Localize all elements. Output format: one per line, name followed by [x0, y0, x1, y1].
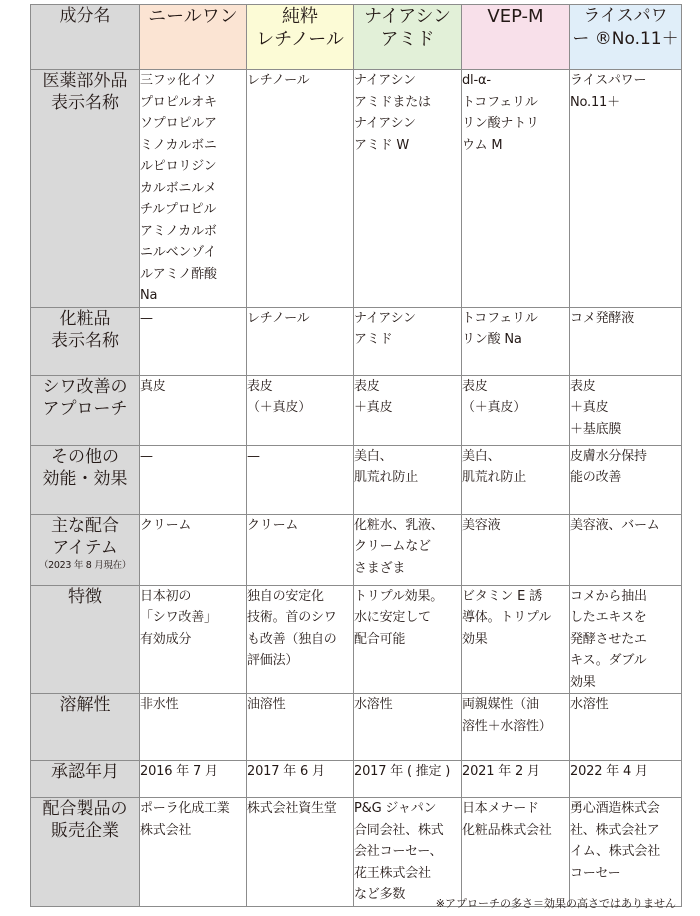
table-cell: トコフェリル リン酸 Na — [462, 307, 570, 375]
table-cell: 表皮 （＋真皮） — [247, 375, 354, 445]
column-header-vep-m: VEP-M — [462, 5, 570, 70]
table-cell: ナイアシン アミドまたは ナイアシン アミド W — [354, 70, 462, 308]
table-row — [31, 798, 682, 907]
table-cell: 日本メナード 化粧品株式会社 — [462, 798, 570, 907]
table-cell: 表皮 ＋真皮 ＋基底膜 — [570, 375, 682, 445]
table-cell: 2021 年 2 月 — [462, 761, 570, 798]
row-header-wrinkle-approach — [31, 375, 140, 445]
table-row — [31, 445, 682, 514]
table-cell: クリーム — [247, 514, 354, 585]
row-header-sales-companies — [31, 798, 140, 907]
row-header-label: 主な配合 アイテム — [51, 515, 119, 558]
table-cell: 勇心酒造株式会 社、株式会社ア イム、株式会社 コーセー — [570, 798, 682, 907]
column-header-retinol: 純粋 レチノール — [247, 5, 354, 70]
footnote: ※アプローチの多さ＝効果の高さではありません — [435, 897, 676, 910]
table-cell: ナイアシン アミド — [354, 307, 462, 375]
row-header-note: （2023 年 8 月現在） — [38, 559, 132, 571]
table-cell: 2017 年 ( 推定 ) — [354, 761, 462, 798]
column-header-neal-one: ニールワン — [140, 5, 247, 70]
row-header-label: 医薬部外品 表示名称 — [42, 71, 128, 113]
table-cell: 日本初の 「シワ改善」 有効成分 — [140, 585, 247, 694]
table-cell: 真皮 — [140, 375, 247, 445]
table-cell: 表皮 （＋真皮） — [462, 375, 570, 445]
table-cell: 三フッ化イソ プロピルオキ ソプロピルア ミノカルボニ ルピロリジン カルボニルメ チルプロピル アミノカルボ ニルベンゾイ ルアミノ酢酸 Na — [140, 70, 247, 308]
table-cell: 2016 年 7 月 — [140, 761, 247, 798]
table-cell: 両親媒性（油 溶性＋水溶性） — [462, 694, 570, 761]
table-cell: コメ発酵液 — [570, 307, 682, 375]
table-cell: 表皮 ＋真皮 — [354, 375, 462, 445]
table-cell: トリプル効果。 水に安定して 配合可能 — [354, 585, 462, 694]
table-cell: 美白、 肌荒れ防止 — [462, 445, 570, 514]
table-cell: dl-α- トコフェリル リン酸ナトリ ウム M — [462, 70, 570, 308]
table-cell: ライスパワー No.11＋ — [570, 70, 682, 308]
row-header-main-items — [31, 514, 140, 585]
row-header-cosmetic-name — [31, 307, 140, 375]
table-cell: ポーラ化成工業 株式会社 — [140, 798, 247, 907]
row-header-label: 化粧品 表示名称 — [51, 308, 119, 351]
column-header-niacinamide: ナイアシン アミド — [354, 5, 462, 70]
column-header-rice-power: ライスパワ ー ®No.11＋ — [570, 5, 682, 70]
table-cell: — — [140, 307, 247, 375]
row-header-label: 承認年月 — [51, 762, 119, 782]
row-header-label: 溶解性 — [59, 695, 111, 715]
table-cell: — — [247, 445, 354, 514]
row-header-label: 配合製品の 販売企業 — [42, 799, 128, 841]
table-cell: 美容液、バーム — [570, 514, 682, 585]
table-cell: 皮膚水分保持 能の改善 — [570, 445, 682, 514]
table-row — [31, 375, 682, 445]
corner-label: 成分名 — [31, 5, 140, 70]
table-cell: 株式会社資生堂 — [247, 798, 354, 907]
table-cell: ビタミン E 誘 導体。トリプル 効果 — [462, 585, 570, 694]
table-cell: レチノール — [247, 70, 354, 308]
table-cell: コメから抽出 したエキスを 発酵させたエ キス。ダブル 効果 — [570, 585, 682, 694]
row-header-quasi-drug-name — [31, 70, 140, 308]
table-cell: 水溶性 — [570, 694, 682, 761]
header-row — [31, 5, 682, 70]
table-cell: — — [140, 445, 247, 514]
table-cell: レチノール — [247, 307, 354, 375]
table-cell: 美白、 肌荒れ防止 — [354, 445, 462, 514]
table-row — [31, 585, 682, 694]
table-row — [31, 761, 682, 798]
table-row — [31, 514, 682, 585]
row-header-solubility — [31, 694, 140, 761]
comparison-table — [30, 4, 682, 907]
table-cell: 油溶性 — [247, 694, 354, 761]
table-cell: クリーム — [140, 514, 247, 585]
table-row — [31, 307, 682, 375]
table-cell: 非水性 — [140, 694, 247, 761]
row-header-label: その他の 効能・効果 — [42, 446, 128, 489]
table-cell: 独自の安定化 技術。首のシワ も改善（独自の 評価法） — [247, 585, 354, 694]
row-header-label: シワ改善の アプローチ — [42, 376, 128, 419]
row-header-features — [31, 585, 140, 694]
row-header-label: 特徴 — [68, 586, 102, 607]
table-cell: 2017 年 6 月 — [247, 761, 354, 798]
table-row — [31, 694, 682, 761]
row-header-other-effects — [31, 445, 140, 514]
table-cell: P&G ジャパン 合同会社、株式 会社コーセー、 花王株式会社 など多数 — [354, 798, 462, 907]
table-row — [31, 70, 682, 308]
table-cell: 美容液 — [462, 514, 570, 585]
row-header-approval-date — [31, 761, 140, 798]
table-cell: 水溶性 — [354, 694, 462, 761]
table-cell: 化粧水、乳液、 クリームなど さまざま — [354, 514, 462, 585]
table-cell: 2022 年 4 月 — [570, 761, 682, 798]
